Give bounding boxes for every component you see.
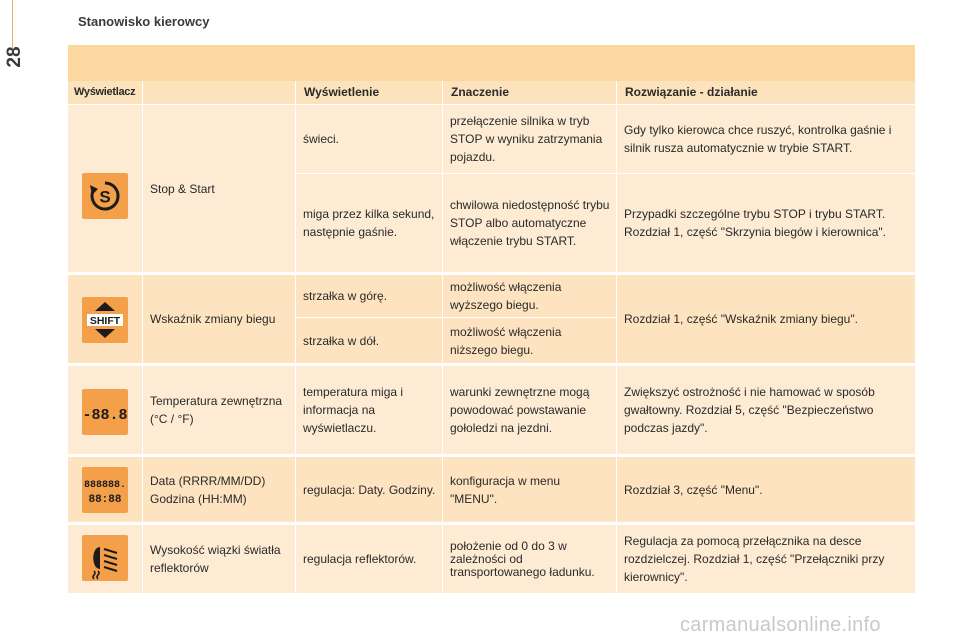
row-solution: Rozdział 1, część "Wskaźnik zmiany biegu".	[617, 275, 915, 363]
row-meaning: możliwość włączenia niższego biegu.	[443, 318, 616, 363]
watermark: carmanualsonline.info	[680, 614, 881, 636]
row-shown: strzałka w górę.	[296, 275, 442, 317]
page-number: 28	[4, 46, 25, 68]
header-solution: Rozwiązanie - działanie	[617, 81, 915, 104]
row-name: Data (RRRR/MM/DD) Godzina (HH:MM)	[143, 457, 295, 522]
header-meaning: Znaczenie	[443, 81, 616, 104]
row-name: Temperatura zewnętrzna (°C / °F)	[143, 366, 295, 454]
header-shown: Wyświetlenie	[296, 81, 442, 104]
row-shown: strzałka w dół.	[296, 318, 442, 363]
temperature-display-icon	[82, 389, 128, 435]
row-shown: miga przez kilka sekund, następnie gaśnie.	[296, 174, 442, 272]
row-name: Wysokość wiązki światła reflektorów	[143, 525, 295, 593]
row-meaning: przełączenie silnika w tryb STOP w wyniku zatrzymania pojazdu.	[443, 105, 616, 173]
shift-icon-text: SHIFT	[89, 315, 121, 327]
date-time-display-icon	[82, 467, 128, 513]
row-solution: Regulacja za pomocą przełącznika na desce rozdzielczej. Rozdział 1, część "Przełączniki przy kierownicy".	[617, 525, 915, 593]
row-meaning: położenie od 0 do 3 w zależności od transportowanego ładunku.	[443, 525, 616, 593]
row-solution: Gdy tylko kierowca chce ruszyć, kontrolka gaśnie i silnik rusza automatycznie w trybie START.	[617, 105, 915, 173]
row-name: Wskaźnik zmiany biegu	[143, 275, 295, 363]
row-solution: Zwiększyć ostrożność i nie hamować w sposób gwałtowny. Rozdział 5, część "Bezpieczeństwo podczas jazdy".	[617, 366, 915, 454]
row-name: Stop & Start	[143, 105, 295, 272]
row-meaning: konfiguracja w menu "MENU".	[443, 457, 616, 522]
time-icon-text: 88:88	[88, 494, 122, 506]
row-shown: regulacja: Daty. Godziny.	[296, 457, 442, 522]
header-display: Wyświetlacz	[68, 81, 142, 104]
row-meaning: chwilowa niedostępność trybu STOP albo automatyczne włączenie trybu START.	[443, 174, 616, 272]
row-solution: Przypadki szczególne trybu STOP i trybu START. Rozdział 1, część "Skrzynia biegów i kierownica".	[617, 174, 915, 272]
svg-text:S: S	[99, 187, 111, 207]
headlamp-beam-height-icon	[82, 535, 128, 581]
row-meaning: możliwość włączenia wyższego biegu.	[443, 275, 616, 317]
row-shown: temperatura miga i informacja na wyświetlaczu.	[296, 366, 442, 454]
row-solution: Rozdział 3, część "Menu".	[617, 457, 915, 522]
header-name	[143, 81, 295, 104]
row-meaning: warunki zewnętrzne mogą powodować powstawanie gołoledzi na jezdni.	[443, 366, 616, 454]
row-shown: regulacja reflektorów.	[296, 525, 442, 593]
temperature-icon-text: -88.8	[82, 407, 128, 424]
section-title: Stanowisko kierowcy	[78, 14, 210, 29]
row-shown: świeci.	[296, 105, 442, 173]
table-top-band	[68, 45, 915, 81]
stop-start-icon	[82, 173, 128, 219]
date-icon-text: 888888.	[83, 480, 127, 491]
shift-indicator-icon	[82, 297, 128, 343]
